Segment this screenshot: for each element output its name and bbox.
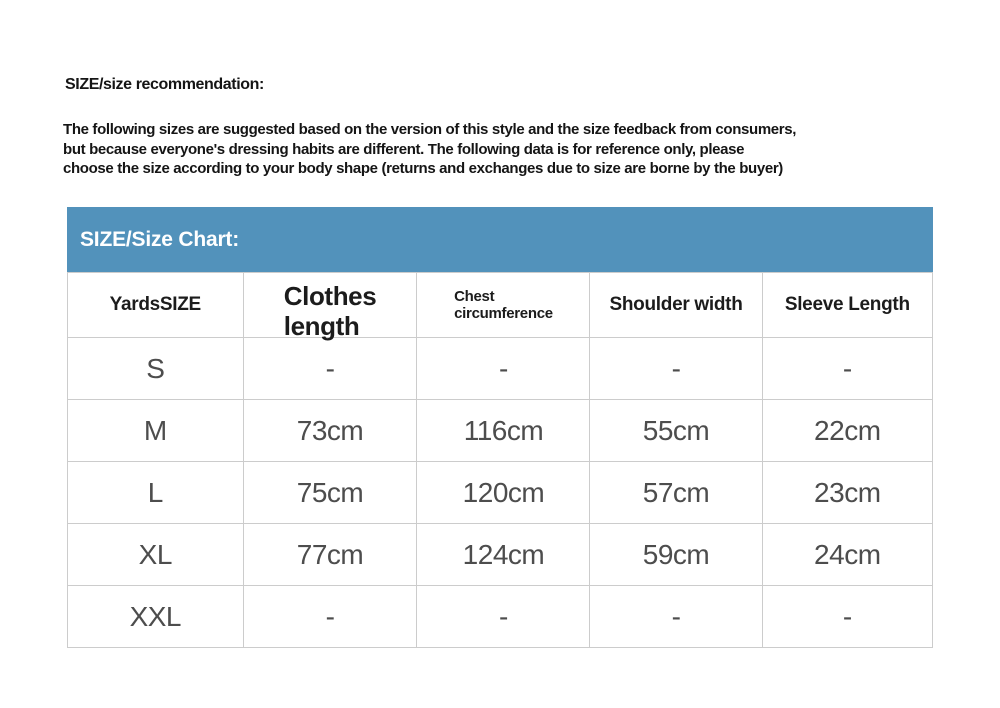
chest-circumference-cell: 116cm <box>417 400 590 462</box>
size-chart-banner <box>67 207 933 272</box>
sleeve-length-cell: 23cm <box>762 462 932 524</box>
sleeve-length-cell: 22cm <box>762 400 932 462</box>
size-cell: XL <box>68 524 244 586</box>
clothes-length-cell: 73cm <box>243 400 417 462</box>
size-cell: S <box>68 338 244 400</box>
chest-circumference-cell: - <box>417 586 590 648</box>
chest-circumference-cell: - <box>417 338 590 400</box>
col-header-sleeve-length <box>762 273 932 338</box>
intro-line-2: but because everyone's dressing habits are different. The following data is for reference only, please <box>63 140 745 158</box>
clothes-length-cell: 77cm <box>243 524 417 586</box>
shoulder-width-cell: - <box>590 338 762 400</box>
col-header-label: Chest <box>454 287 495 305</box>
col-header-yards-size <box>68 273 244 338</box>
clothes-length-cell: 75cm <box>243 462 417 524</box>
col-header-label: Shoulder width <box>609 294 743 315</box>
size-row-l <box>68 462 933 524</box>
chest-circumference-cell: 120cm <box>417 462 590 524</box>
col-header-shoulder-width <box>590 273 762 338</box>
sleeve-length-cell: - <box>762 338 932 400</box>
col-header-label: circumference <box>454 305 553 322</box>
size-cell: M <box>68 400 244 462</box>
col-header-label: length <box>283 310 360 341</box>
size-cell: L <box>68 462 244 524</box>
sleeve-length-cell: 24cm <box>762 524 932 586</box>
shoulder-width-cell: 57cm <box>590 462 762 524</box>
size-chart <box>67 207 933 648</box>
page-title: SIZE/size recommendation: <box>65 76 264 93</box>
size-row-s <box>68 338 933 400</box>
size-chart-banner-title: SIZE/Size Chart: <box>80 227 239 251</box>
intro-line-1: The following sizes are suggested based on the version of this style and the size feedback from consumers, <box>63 121 797 138</box>
clothes-length-cell: - <box>243 586 417 648</box>
size-row-xl <box>68 524 933 586</box>
size-table <box>67 272 933 648</box>
intro-paragraph <box>63 120 973 179</box>
intro-line-3: choose the size according to your body shape (returns and exchanges due to size are borne by the buyer) <box>63 160 783 177</box>
shoulder-width-cell: - <box>590 586 762 648</box>
col-header-label: Sleeve Length <box>784 294 910 315</box>
size-row-m <box>68 400 933 462</box>
clothes-length-cell: - <box>243 338 417 400</box>
shoulder-width-cell: 59cm <box>590 524 762 586</box>
sleeve-length-cell: - <box>762 586 932 648</box>
col-header-chest-circumference <box>417 273 590 338</box>
shoulder-width-cell: 55cm <box>590 400 762 462</box>
col-header-label: YardsSIZE <box>109 294 201 315</box>
col-header-label: Clothes <box>283 281 377 312</box>
col-header-clothes-length <box>243 273 417 341</box>
size-table-header-row <box>68 273 933 338</box>
size-row-xxl <box>68 586 933 648</box>
chest-circumference-cell: 124cm <box>417 524 590 586</box>
size-cell: XXL <box>68 586 244 648</box>
